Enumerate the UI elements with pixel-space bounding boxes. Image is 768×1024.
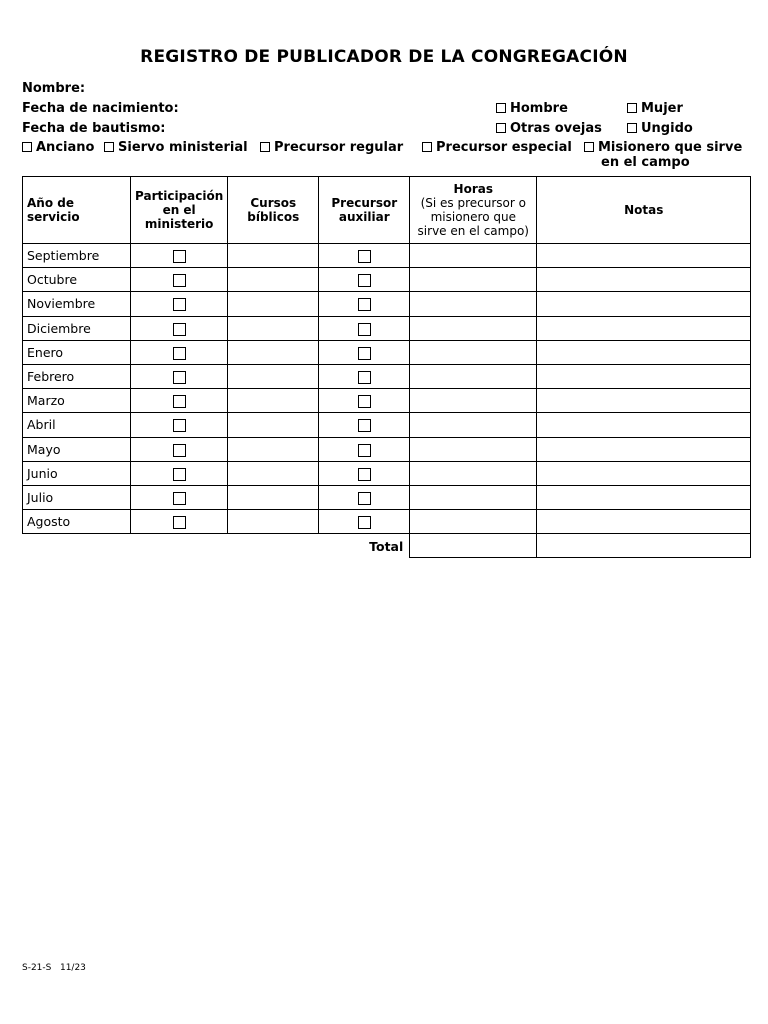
header-auxiliary-pioneer [319,177,410,244]
auxiliary-pioneer-cell[interactable] [319,437,410,461]
option-mujer[interactable] [627,101,683,116]
hours-cell[interactable] [410,485,537,509]
hours-cell[interactable] [410,340,537,364]
anciano-label: Anciano [36,140,95,155]
option-anciano[interactable] [22,140,94,155]
participation-checkbox[interactable] [173,444,186,457]
table-row [23,340,751,364]
header-auxiliary-1: Precursor [331,196,398,210]
month-cell: Noviembre [23,292,131,316]
precursor-especial-label: Precursor especial [436,140,572,155]
hombre-label: Hombre [510,101,568,116]
hours-cell[interactable] [410,364,537,388]
participation-checkbox[interactable] [173,298,186,311]
participation-checkbox[interactable] [173,371,186,384]
bible-studies-cell[interactable] [228,389,319,413]
auxiliary-pioneer-cell[interactable] [319,340,410,364]
auxiliary-pioneer-cell[interactable] [319,364,410,388]
auxiliary-pioneer-cell[interactable] [319,413,410,437]
month-cell: Mayo [23,437,131,461]
header-hours [410,177,537,244]
hombre-checkbox[interactable] [496,103,506,113]
auxiliary-pioneer-checkbox[interactable] [358,274,371,287]
hours-cell[interactable] [410,413,537,437]
table-row [23,364,751,388]
header-bible-studies [228,177,319,244]
misionero-label-1: Misionero que sirve [598,140,743,155]
auxiliary-pioneer-checkbox[interactable] [358,492,371,505]
table-row [23,437,751,461]
participation-cell[interactable] [131,389,228,413]
option-precursor-regular[interactable] [260,140,403,155]
month-cell: Enero [23,340,131,364]
siervo-label: Siervo ministerial [118,140,248,155]
participation-checkbox[interactable] [173,323,186,336]
notes-cell[interactable] [537,485,751,509]
total-row [23,534,751,558]
participation-checkbox[interactable] [173,250,186,263]
hours-cell[interactable] [410,268,537,292]
header-hours-sub-2: misionero que [430,210,516,224]
header-bible-studies-1: Cursos [250,196,297,210]
bible-studies-cell[interactable] [228,510,319,534]
participation-checkbox[interactable] [173,347,186,360]
participation-cell[interactable] [131,413,228,437]
notes-cell[interactable] [537,364,751,388]
header-participation [131,177,228,244]
table-row [23,292,751,316]
ungido-checkbox[interactable] [627,123,637,133]
total-label: Total [369,538,404,554]
month-cell: Abril [23,413,131,437]
month-cell: Septiembre [23,244,131,268]
auxiliary-pioneer-cell[interactable] [319,485,410,509]
notes-cell[interactable] [537,389,751,413]
bible-studies-cell[interactable] [228,268,319,292]
participation-checkbox[interactable] [173,516,186,529]
participation-checkbox[interactable] [173,395,186,408]
birth-date-label: Fecha de nacimiento: [22,101,179,116]
auxiliary-pioneer-checkbox[interactable] [358,347,371,360]
bible-studies-cell[interactable] [228,413,319,437]
participation-cell[interactable] [131,461,228,485]
notes-cell[interactable] [537,510,751,534]
option-hombre[interactable] [496,101,568,116]
hours-cell[interactable] [410,244,537,268]
auxiliary-pioneer-checkbox[interactable] [358,298,371,311]
participation-checkbox[interactable] [173,468,186,481]
participation-cell[interactable] [131,292,228,316]
participation-cell[interactable] [131,437,228,461]
notes-cell[interactable] [537,437,751,461]
bible-studies-cell[interactable] [228,364,319,388]
total-notes-cell[interactable] [537,534,751,558]
auxiliary-pioneer-checkbox[interactable] [358,516,371,529]
form-code: S-21-S [22,963,52,973]
table-row [23,316,751,340]
header-hours-title: Horas [453,182,493,196]
bible-studies-cell[interactable] [228,340,319,364]
bible-studies-cell[interactable] [228,316,319,340]
siervo-checkbox[interactable] [104,142,114,152]
hours-cell[interactable] [410,292,537,316]
hours-cell[interactable] [410,510,537,534]
participation-cell[interactable] [131,244,228,268]
participation-cell[interactable] [131,340,228,364]
notes-cell[interactable] [537,244,751,268]
precursor-regular-checkbox[interactable] [260,142,270,152]
month-cell: Octubre [23,268,131,292]
baptism-date-label: Fecha de bautismo: [22,121,166,136]
auxiliary-pioneer-checkbox[interactable] [358,419,371,432]
header-hours-sub-3: sirve en el campo) [417,224,529,238]
participation-cell[interactable] [131,485,228,509]
auxiliary-pioneer-cell[interactable] [319,389,410,413]
participation-cell[interactable] [131,316,228,340]
name-label: Nombre: [22,81,86,96]
header-notes: Notas [537,177,751,244]
bible-studies-cell[interactable] [228,292,319,316]
auxiliary-pioneer-checkbox[interactable] [358,468,371,481]
option-precursor-especial[interactable] [422,140,572,155]
mujer-checkbox[interactable] [627,103,637,113]
bible-studies-cell[interactable] [228,244,319,268]
month-cell: Diciembre [23,316,131,340]
month-cell: Julio [23,485,131,509]
notes-cell[interactable] [537,316,751,340]
total-hours-cell[interactable] [410,534,537,558]
header-participation-1: Participación [135,189,224,203]
header-bible-studies-2: bíblicos [247,210,300,224]
otras-ovejas-label: Otras ovejas [510,121,602,136]
form-title: REGISTRO DE PUBLICADOR DE LA CONGREGACIÓN [140,47,628,67]
ungido-label: Ungido [641,121,693,136]
option-ungido[interactable] [627,121,693,136]
table-row [23,461,751,485]
auxiliary-pioneer-checkbox[interactable] [358,323,371,336]
auxiliary-pioneer-cell[interactable] [319,292,410,316]
header-participation-3: ministerio [144,217,214,231]
option-siervo[interactable] [104,140,248,155]
table-row [23,244,751,268]
auxiliary-pioneer-cell[interactable] [319,461,410,485]
month-cell: Marzo [23,389,131,413]
month-cell: Agosto [23,510,131,534]
header-service-year: Año de servicio [23,177,131,244]
notes-cell[interactable] [537,413,751,437]
table-row [23,268,751,292]
table-row [23,413,751,437]
bible-studies-cell[interactable] [228,437,319,461]
table-row [23,389,751,413]
header-auxiliary-2: auxiliar [338,210,390,224]
hours-cell[interactable] [410,316,537,340]
bible-studies-cell[interactable] [228,461,319,485]
auxiliary-pioneer-checkbox[interactable] [358,395,371,408]
hours-cell[interactable] [410,437,537,461]
auxiliary-pioneer-checkbox[interactable] [358,444,371,457]
auxiliary-pioneer-cell[interactable] [319,510,410,534]
participation-cell[interactable] [131,268,228,292]
precursor-regular-label: Precursor regular [274,140,404,155]
hours-cell[interactable] [410,389,537,413]
bible-studies-cell[interactable] [228,485,319,509]
anciano-checkbox[interactable] [22,142,32,152]
precursor-especial-checkbox[interactable] [422,142,432,152]
month-cell: Febrero [23,364,131,388]
notes-cell[interactable] [537,340,751,364]
form-footer [22,963,86,973]
participation-checkbox[interactable] [173,274,186,287]
participation-cell[interactable] [131,364,228,388]
form-date: 11/23 [59,963,86,973]
option-otras-ovejas[interactable] [496,121,602,136]
otras-ovejas-checkbox[interactable] [496,123,506,133]
participation-checkbox[interactable] [173,419,186,432]
notes-cell[interactable] [537,268,751,292]
auxiliary-pioneer-checkbox[interactable] [358,371,371,384]
header-hours-sub-1: (Si es precursor o [420,196,526,210]
misionero-checkbox[interactable] [584,142,594,152]
table-row [23,485,751,509]
auxiliary-pioneer-cell[interactable] [319,268,410,292]
notes-cell[interactable] [537,461,751,485]
table-row [23,510,751,534]
auxiliary-pioneer-cell[interactable] [319,316,410,340]
misionero-label-2: en el campo [601,155,690,170]
participation-checkbox[interactable] [173,492,186,505]
notes-cell[interactable] [537,292,751,316]
auxiliary-pioneer-checkbox[interactable] [358,250,371,263]
option-misionero[interactable] [584,140,742,170]
hours-cell[interactable] [410,461,537,485]
mujer-label: Mujer [641,101,683,116]
header-participation-2: en el [162,203,196,217]
table-header-row [23,177,751,244]
participation-cell[interactable] [131,510,228,534]
auxiliary-pioneer-cell[interactable] [319,244,410,268]
service-record-table [22,176,751,558]
month-cell: Junio [23,461,131,485]
